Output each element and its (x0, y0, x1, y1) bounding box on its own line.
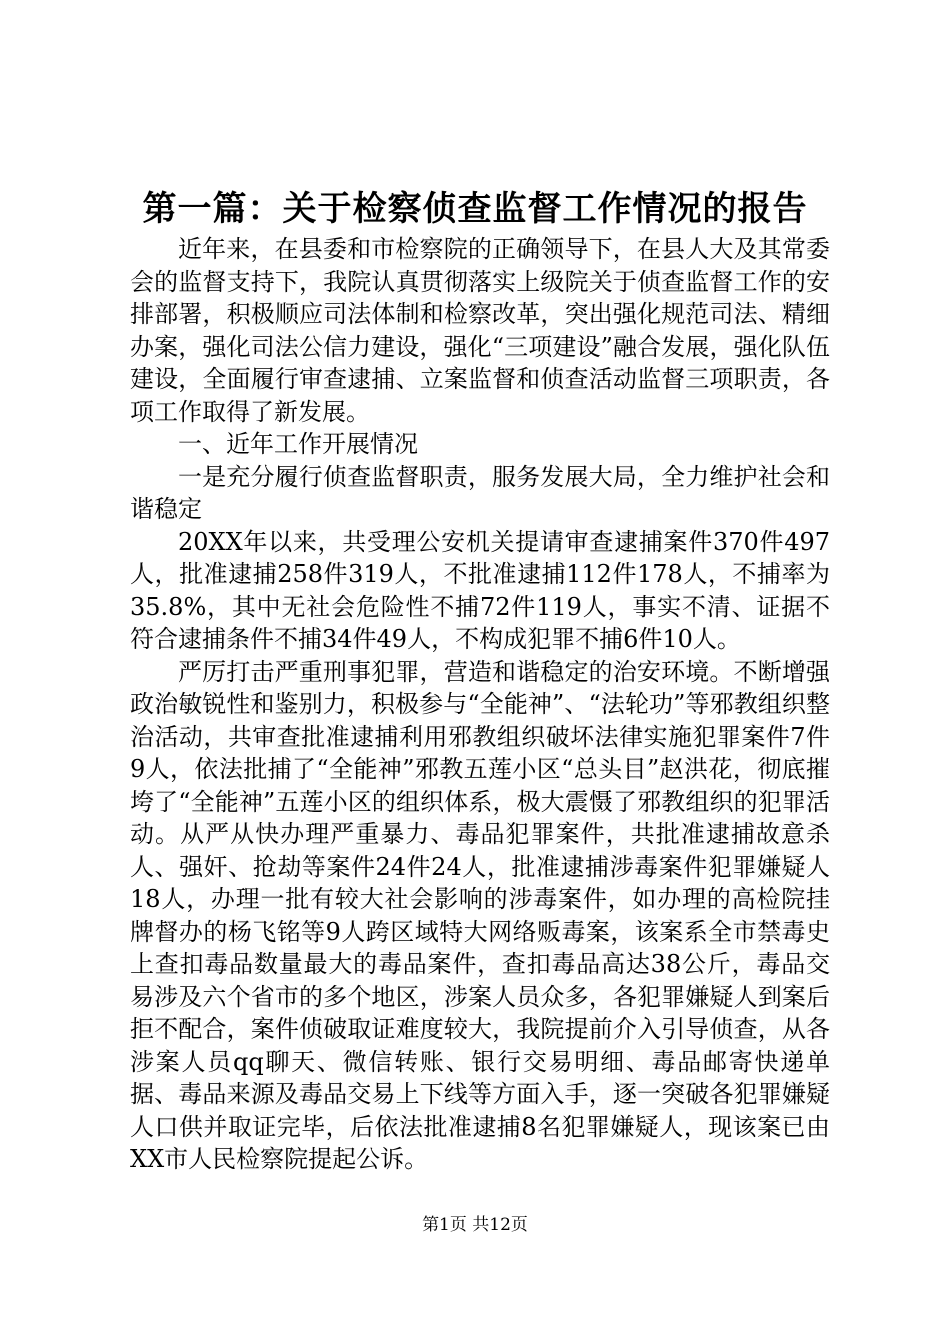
section-heading: 一、近年工作开展情况 (178, 430, 418, 458)
paragraph-intro: 近年来，在县委和市检察院的正确领导下，在县人大及其常委会的监督支持下，我院认真贯彻落实上级院关于侦查监督工作的安排部署，积极顺应司法体制和检察改革，突出强化规范司法、精细办案，强化司法公信力建设，强化“三项建设”融合发展，强化队伍建设，全面履行审查逮捕、立案监督和侦查活动监督三项职责，各项工作取得了新发展。 (130, 235, 830, 426)
page-number: 第1页 共12页 (422, 1215, 528, 1235)
subsection-heading: 一是充分履行侦查监督职责，服务发展大局，全力维护社会和谐稳定 (130, 462, 830, 523)
paragraph-crime-crackdown: 严厉打击严重刑事犯罪，营造和谐稳定的治安环境。不断增强政治敏锐性和鉴别力，积极参与“全能神”、“法轮功”等邪教组织整治活动，共审查批准逮捕利用邪教组织破坏法律实施犯罪案件7件9人，依法批捕了“全能神”邪教五莲小区“总头目”赵洪花，彻底摧垮了“全能神”五莲小区的组织体系，极大震慑了邪教组织的犯罪活动。从严从快办理严重暴力、毒品犯罪案件，共批准逮捕故意杀人、强奸、抢劫等案件24件24人，批准逮捕涉毒案件犯罪嫌疑人18人，办理一批有较大社会影响的涉毒案件，如办理的高检院挂牌督办的杨飞铭等9人跨区域特大网络贩毒案，该案系全市禁毒史上查扣毒品数量最大的毒品案件，查扣毒品高达38公斤，毒品交易涉及六个省市的多个地区，涉案人员众多，各犯罪嫌疑人到案后拒不配合，案件侦破取证难度较大，我院提前介入引导侦查，从各涉案人员qq聊天、微信转账、银行交易明细、毒品邮寄快递单据、毒品来源及毒品交易上下线等方面入手，逐一突破各犯罪嫌疑人口供并取证完毕，后依法批准逮捕8名犯罪嫌疑人，现该案已由XX市人民检察院提起公诉。 (130, 657, 830, 1173)
document-title: 第一篇：关于检察侦查监督工作情况的报告 (142, 189, 808, 229)
document-body (130, 233, 830, 1176)
paragraph-statistics: 20XX年以来，共受理公安机关提请审查逮捕案件370件497人，批准逮捕258件319人，不批准逮捕112件178人，不捕率为35.8%，其中无社会危险性不捕72件119人，事实不清、证据不符合逮捕条件不捕34件49人，不构成犯罪不捕6件10人。 (130, 527, 830, 653)
